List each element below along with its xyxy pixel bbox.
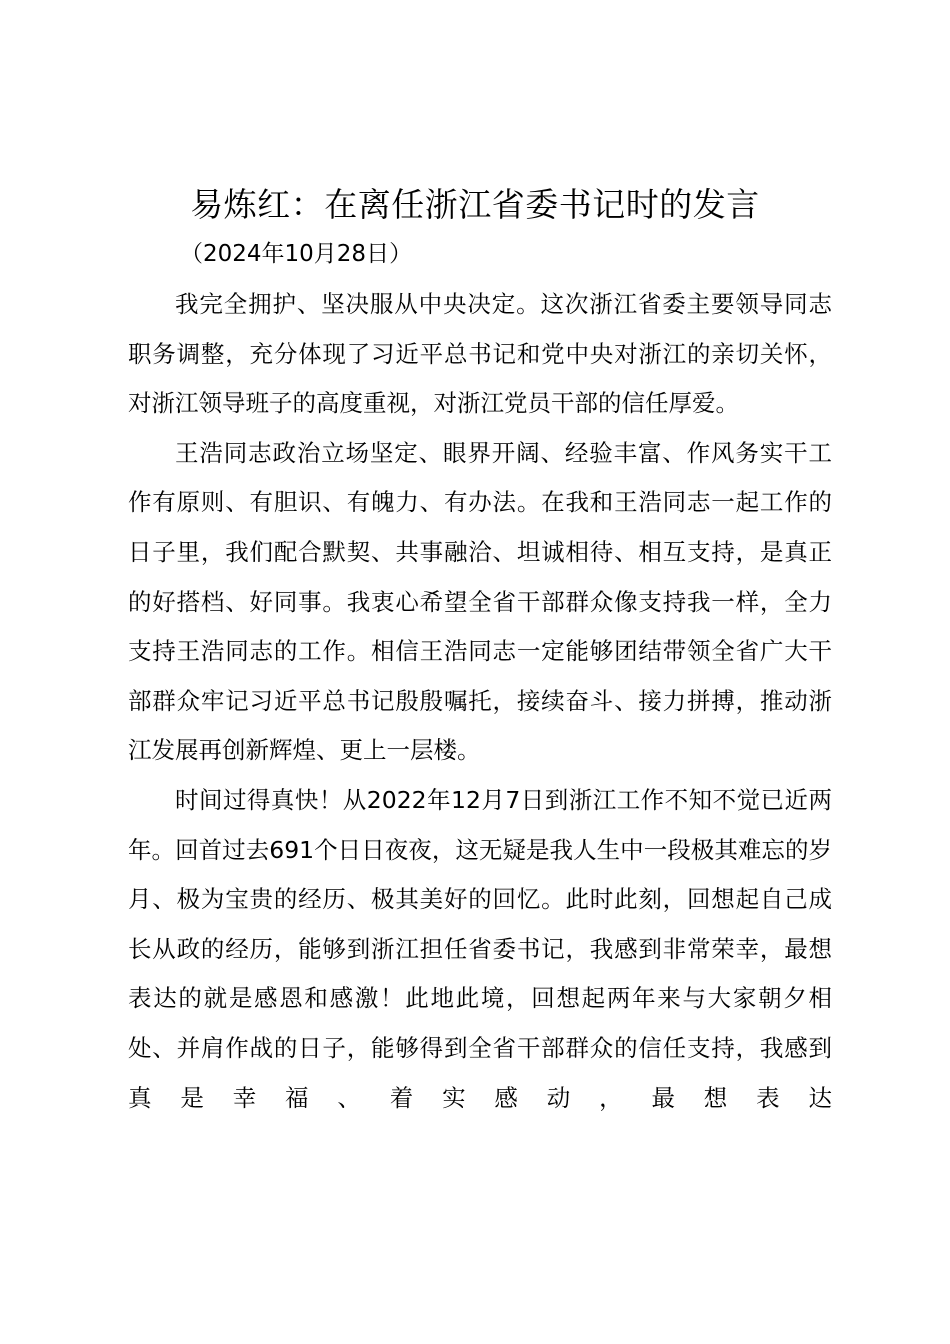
paragraph-1: 我完全拥护、坚决服从中央决定。这次浙江省委主要领导同志职务调整，充分体现了习近平总书记和党中央对浙江的亲切关怀，对浙江领导班子的高度重视，对浙江党员干部的信任厚爱。	[128, 290, 832, 418]
speech-date: （2024年10月28日）	[180, 241, 413, 267]
document-body	[128, 280, 832, 1123]
document-title: 易炼红：在离任浙江省委书记时的发言	[190, 185, 760, 224]
paragraph-2: 王浩同志政治立场坚定、眼界开阔、经验丰富、作风务实干工作有原则、有胆识、有魄力、有办法。在我和王浩同志一起工作的日子里，我们配合默契、共事融洽、坦诚相待、相互支持，是真正的好搭档、好同事。我衷心希望全省干部群众像支持我一样，全力支持王浩同志的工作。相信王浩同志一定能够团结带领全省广大干部群众牢记习近平总书记殷殷嘱托，接续奋斗、接力拼搏，推动浙江发展再创新辉煌、更上一层楼。	[128, 438, 832, 765]
paragraph-3: 时间过得真快！从2022年12月7日到浙江工作不知不觉已近两年。回首过去691个日日夜夜，这无疑是我人生中一段极其难忘的岁月、极为宝贵的经历、极其美好的回忆。此时此刻，回想起自己成长从政的经历，能够到浙江担任省委书记，我感到非常荣幸，最想表达的就是感恩和感激！此地此境，回想起两年来与大家朝夕相处、并肩作战的日子，能够得到全省干部群众的信任支持，我感到真是幸福、着实感动，最想表达	[128, 785, 832, 1112]
